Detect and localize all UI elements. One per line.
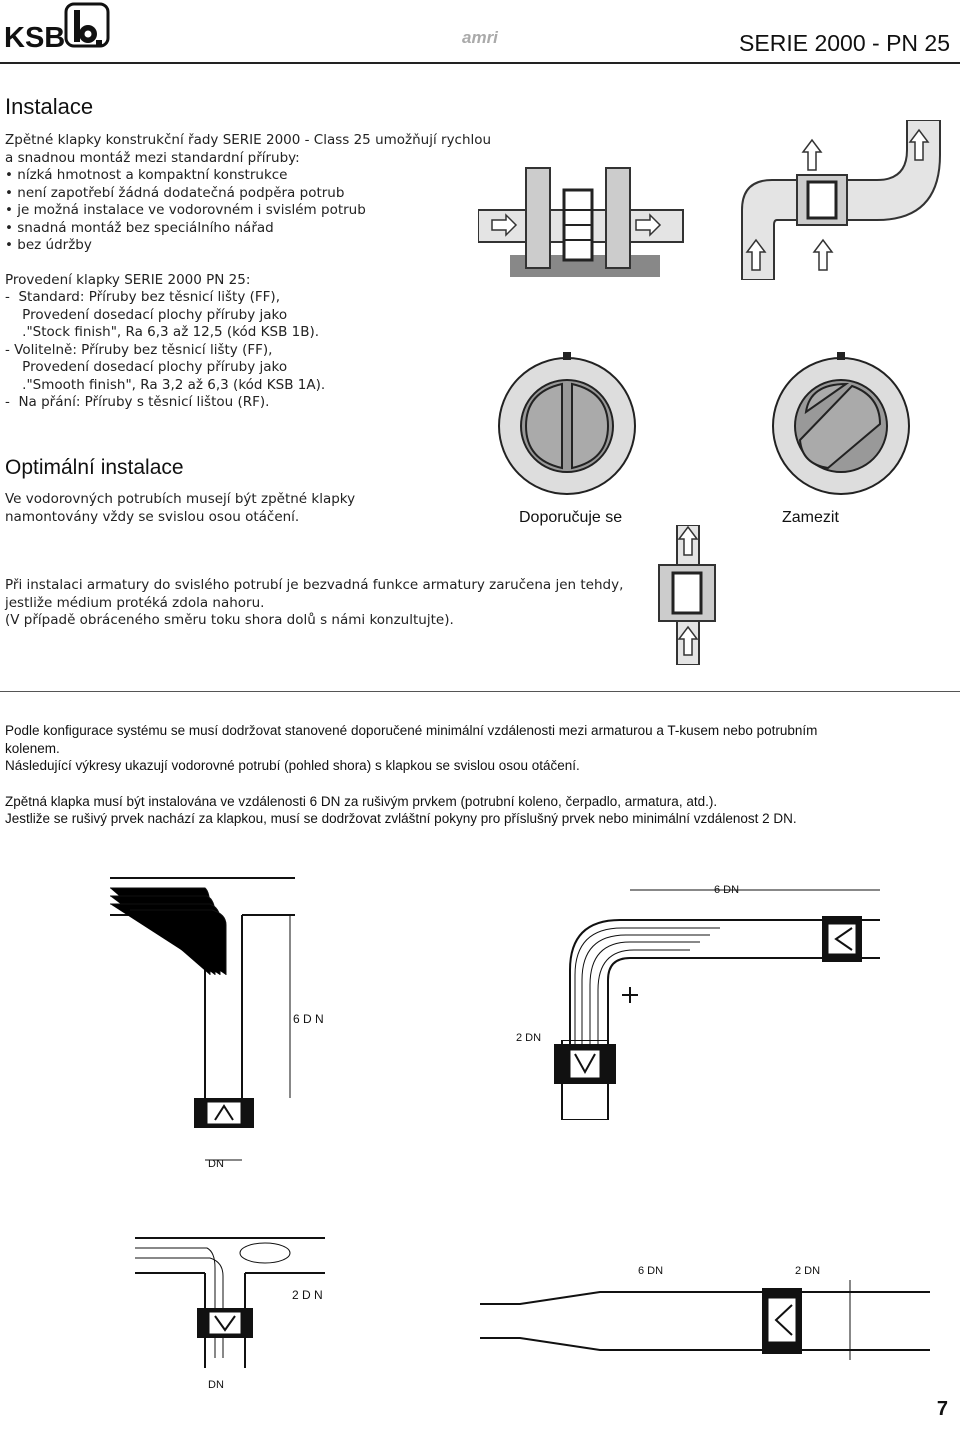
header-divider: [0, 62, 960, 64]
bullet-item: • snadná montáž bez speciálního nářad: [5, 220, 505, 238]
intro-line: a snadnou montáž mezi standardní příruby:: [5, 149, 300, 166]
label-recommended: Doporučuje se: [519, 509, 623, 526]
elbow-vertical-valve: [548, 1040, 648, 1120]
dim-label: 6 DN: [638, 1265, 664, 1277]
vertical-line: jestliže médium protéká zdola nahoru.: [5, 594, 265, 611]
provedeni-line: - Volitelně: Příruby bez těsnicí lišty (FF),: [5, 341, 273, 358]
provedeni-line: ."Stock finish", Ra 6,3 až 12,5 (kód KSB 1B).: [5, 324, 320, 340]
section-title-instalace: Instalace: [5, 94, 94, 119]
distance-text: [5, 722, 955, 828]
vertical-pipe-illustration: [655, 525, 720, 665]
straight-reducer-diagram: [480, 1280, 930, 1360]
distance-line: Zpětná klapka musí být instalována ve vzdálenosti 6 DN za rušivým prvkem (potrubní koleno, čerpadlo, armatura, atd.).: [5, 793, 718, 809]
instalace-text: [5, 132, 505, 412]
distance-line: kolenem.: [5, 740, 60, 756]
ksb-b-logo-icon: [62, 2, 114, 50]
ksb-logo-text: KSB: [4, 22, 66, 54]
distance-line: Následující výkresy ukazují vodorovné potrubí (pohled shora) s klapkou se svislou osou otáčení.: [5, 758, 580, 773]
section-title-optimal: Optimální instalace: [5, 456, 184, 479]
provedeni-line: - Standard: Příruby bez těsnicí lišty (FF),: [5, 289, 280, 305]
vertical-install-text: [5, 577, 645, 630]
provedeni-line: Provedení dosedací plochy příruby jako: [5, 306, 288, 323]
bullet-item: • není zapotřebí žádná dodatečná podpěra potrub: [5, 185, 505, 203]
distance-line: Podle konfigurace systému se musí dodržovat stanovené doporučené minimální vzdálenosti mezi armaturou a T-kusem nebo potrubním: [5, 723, 818, 738]
tee-diagram-bottom: [135, 1228, 335, 1388]
bullet-list: [5, 167, 505, 255]
valve-disc-recommended: [496, 352, 638, 496]
section-divider: [0, 691, 960, 692]
provedeni-title: Provedení klapky SERIE 2000 PN 25:: [5, 271, 251, 288]
ksb-logo: [4, 22, 65, 55]
vertical-elbow-illustration: [712, 120, 942, 280]
vertical-line: (V případě obráceného směru toku shora dolů s námi konzultujte).: [5, 612, 454, 628]
horizontal-pipe-illustration: [478, 160, 688, 285]
bullet-item: • nízká hmotnost a kompaktní konstrukce: [5, 167, 505, 185]
distance-line: Jestliže se rušivý prvek nachází za klapkou, musí se dodržovat zvláštní pokyny pro příslušný prvek nebo minimální vzdálenost 2 DN.: [5, 811, 797, 826]
bullet-item: • bez údržby: [5, 237, 505, 255]
vertical-line: Při instalaci armatury do svislého potrubí je bezvadná funkce armatury zaručena jen tehdy,: [5, 577, 624, 593]
provedeni-line: ."Smooth finish", Ra 3,2 až 6,3 (kód KSB 1A).: [5, 376, 326, 393]
amri-brand: amri: [462, 28, 498, 47]
dim-label: 6 D N: [293, 1012, 324, 1026]
dim-label: DN: [208, 1379, 224, 1391]
optimal-line: Ve vodorovných potrubích musejí být zpětné klapky: [5, 491, 356, 507]
page-number: 7: [936, 1398, 948, 1420]
dim-label: 2 DN: [516, 1032, 542, 1044]
series-title: SERIE 2000 - PN 25: [739, 30, 950, 56]
optimal-line: namontovány vždy se svislou osou otáčení.: [5, 508, 300, 525]
dim-label: 2 D N: [292, 1288, 323, 1302]
provedeni-line: Provedení dosedací plochy příruby jako: [5, 359, 288, 375]
intro-line: Zpětné klapky konstrukční řady SERIE 2000 - Class 25 umožňují rychlou: [5, 132, 492, 148]
dim-label: 6 DN: [714, 884, 740, 896]
dim-label: 2 DN: [795, 1265, 821, 1277]
valve-disc-avoid: [770, 352, 912, 496]
label-avoid: Zamezit: [782, 509, 839, 526]
dim-label: DN: [208, 1158, 224, 1170]
bullet-item: • je možná instalace ve vodorovném i svislém potrub: [5, 202, 505, 220]
optimal-text: [5, 491, 485, 526]
provedeni-line: - Na přání: Příruby s těsnicí lištou (RF).: [5, 394, 270, 410]
